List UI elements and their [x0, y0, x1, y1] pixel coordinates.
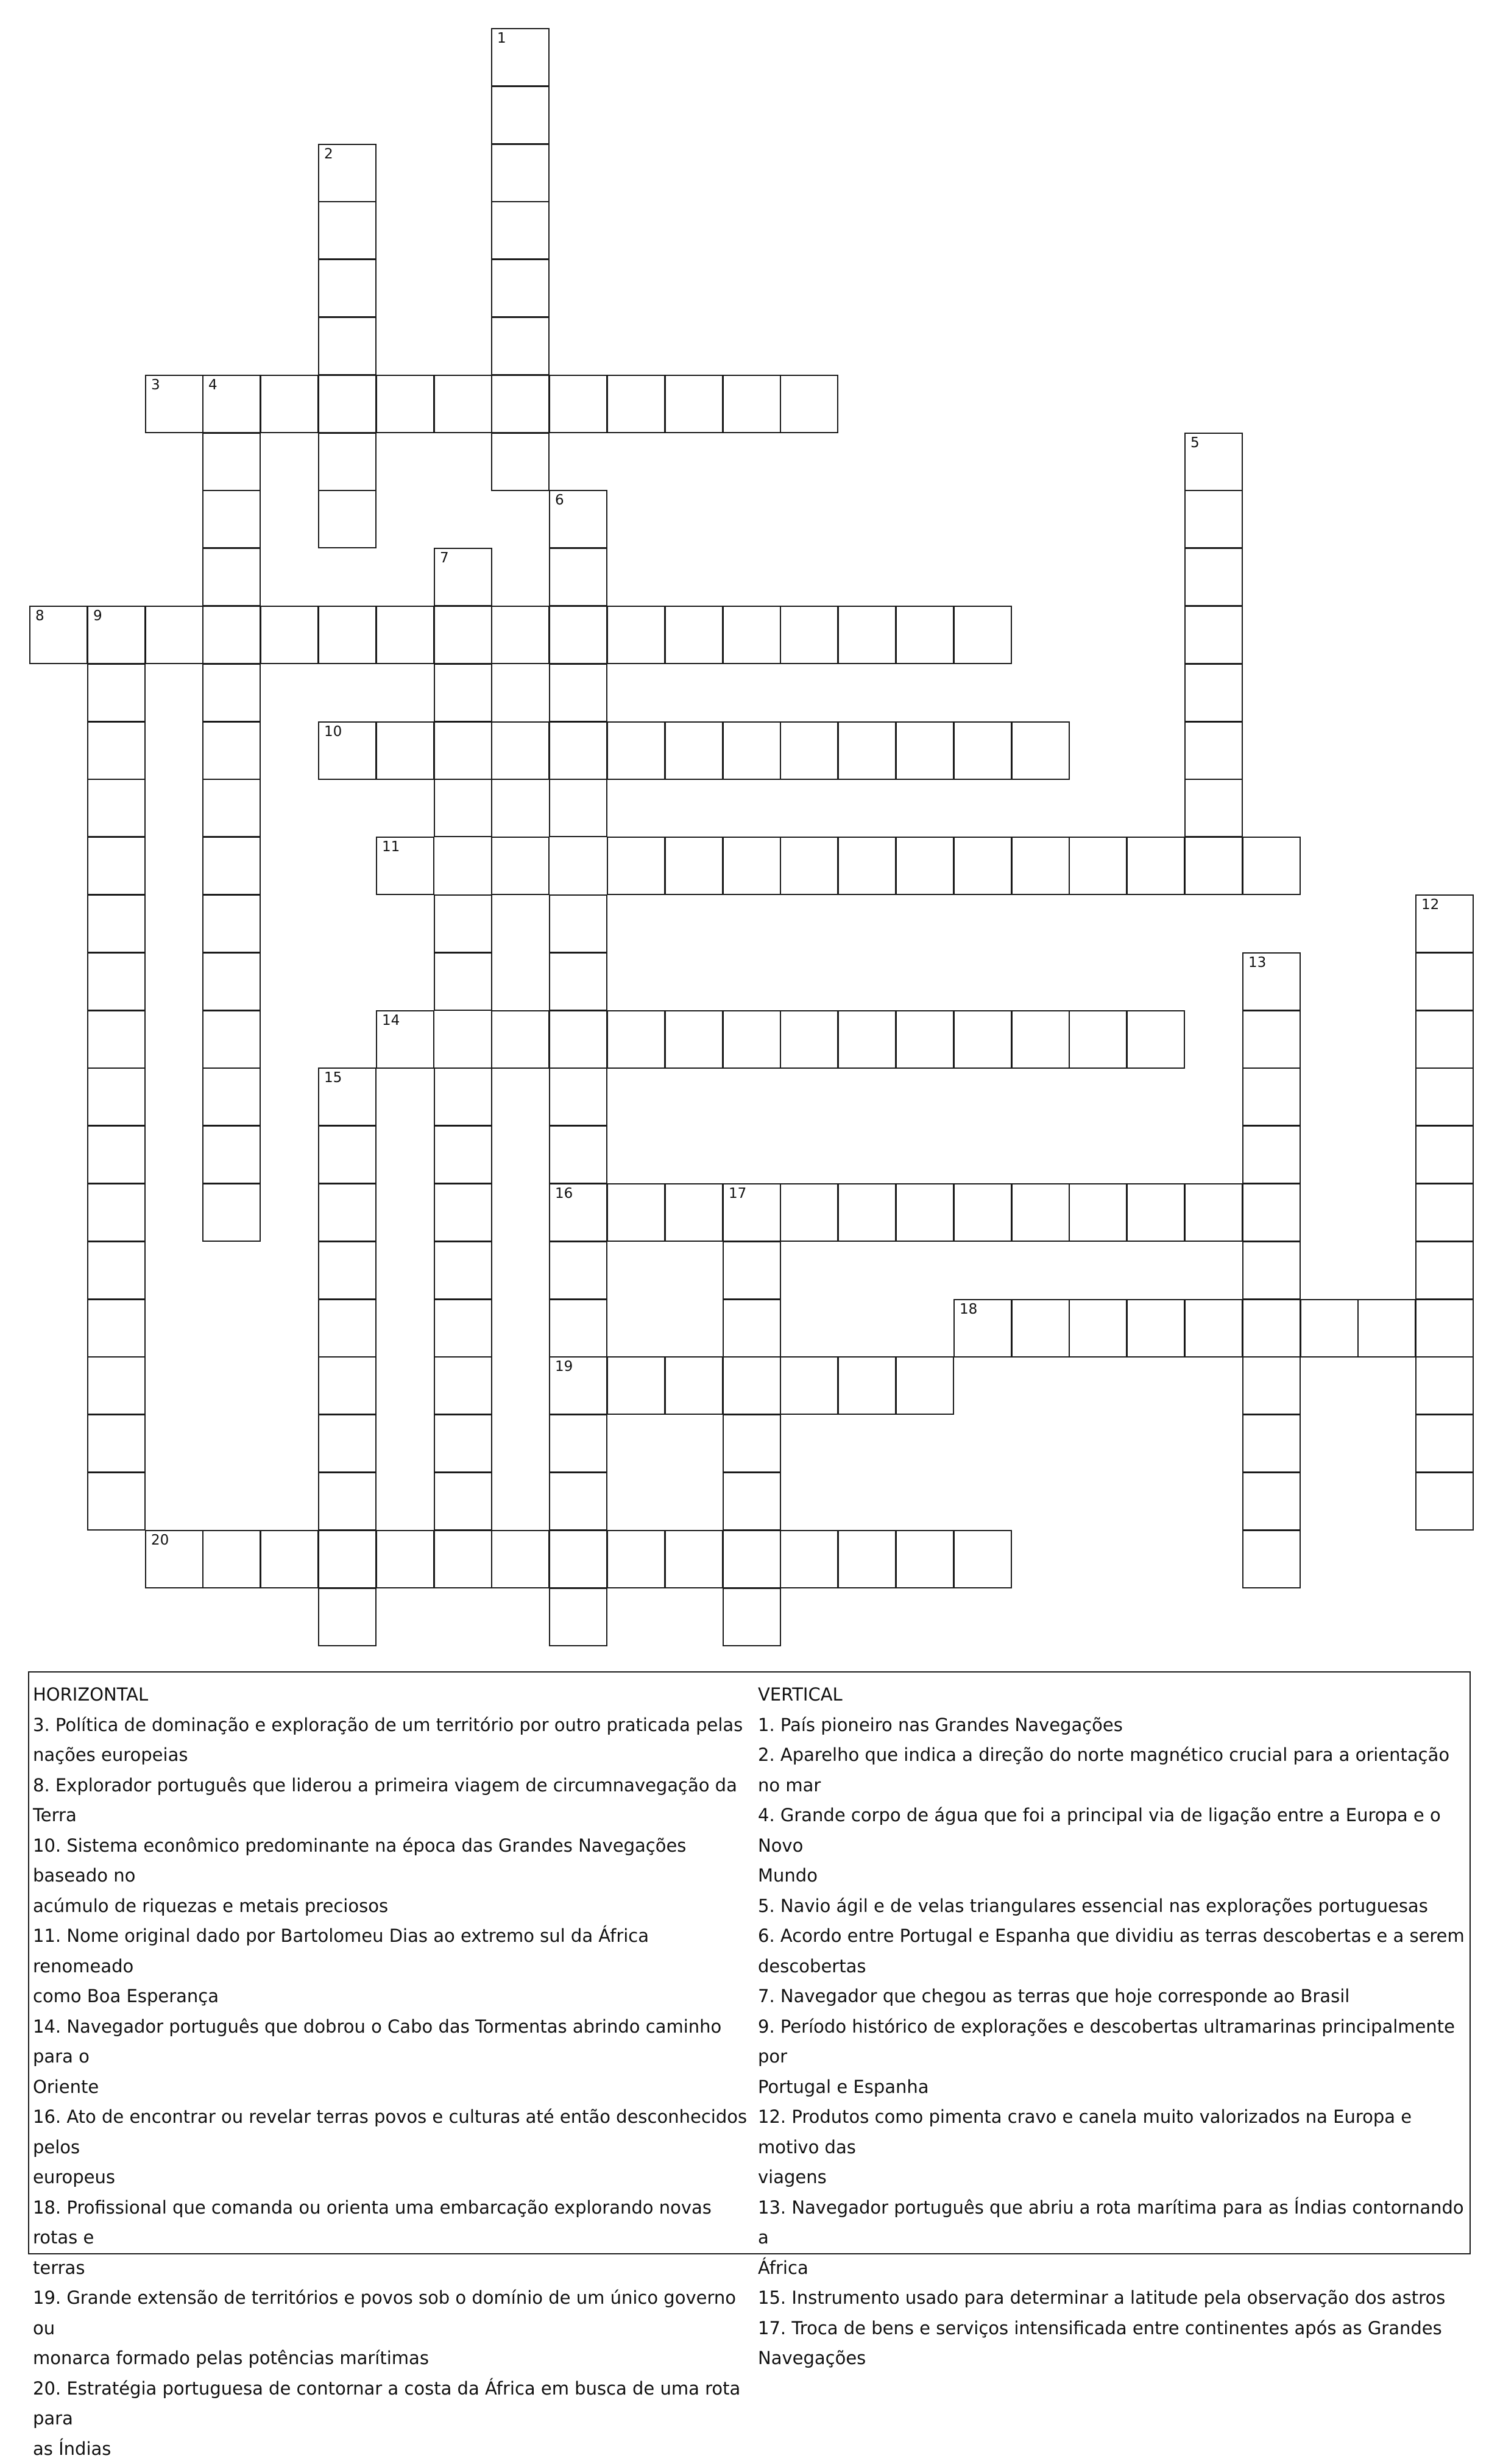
grid-cell[interactable]	[145, 375, 203, 433]
vertical-heading: VERTICAL	[758, 1680, 1468, 1710]
clue-line: 7. Navegador que chegou as terras que hoje corresponde ao Brasil	[758, 1981, 1468, 2012]
grid-cell[interactable]	[665, 721, 723, 780]
grid-cell[interactable]	[1184, 1183, 1243, 1242]
clue-number: 14	[382, 1014, 400, 1028]
horizontal-heading: HORIZONTAL	[33, 1680, 753, 1710]
grid-cell[interactable]	[1242, 1183, 1301, 1242]
clue-line: 10. Sistema econômico predominante na época das Grandes Navegações baseado no	[33, 1831, 753, 1891]
clue-line: como Boa Esperança	[33, 1981, 753, 2012]
grid-cell[interactable]	[491, 721, 550, 780]
clue-number: 20	[151, 1534, 169, 1548]
grid-cell[interactable]	[318, 259, 377, 317]
grid-cell[interactable]	[953, 606, 1012, 664]
grid-cell[interactable]	[87, 721, 146, 780]
clue-line: monarca formado pelas potências marítimas	[33, 2343, 753, 2374]
grid-cell[interactable]	[549, 779, 607, 837]
grid-cell[interactable]	[838, 1010, 896, 1069]
grid-cell[interactable]	[607, 837, 665, 895]
grid-cell[interactable]	[723, 375, 781, 433]
grid-cell[interactable]	[318, 1299, 377, 1358]
clue-line: Oriente	[33, 2072, 753, 2103]
grid-cell[interactable]	[1126, 1299, 1185, 1358]
grid-cell[interactable]	[549, 490, 607, 548]
grid-cell[interactable]	[202, 433, 261, 491]
grid-cell[interactable]	[780, 721, 838, 780]
grid-cell[interactable]	[1242, 1472, 1301, 1531]
grid-cell[interactable]	[549, 548, 607, 606]
grid-cell[interactable]	[1242, 1241, 1301, 1300]
grid-cell[interactable]	[723, 1530, 781, 1588]
grid-cell[interactable]	[1069, 1299, 1127, 1358]
grid-cell[interactable]	[318, 1067, 377, 1126]
clue-number: 9	[93, 609, 102, 623]
grid-cell[interactable]	[896, 1183, 954, 1242]
grid-cell[interactable]	[549, 664, 607, 722]
grid-cell[interactable]	[1415, 1183, 1474, 1242]
grid-cell[interactable]	[434, 1530, 492, 1588]
grid-cell[interactable]	[1184, 606, 1243, 664]
grid-cell[interactable]	[549, 1183, 607, 1242]
grid-cell[interactable]	[838, 837, 896, 895]
grid-cell[interactable]	[434, 1067, 492, 1126]
clue-line: 15. Instrumento usado para determinar a latitude pela observação dos astros	[758, 2283, 1468, 2314]
grid-cell[interactable]	[723, 1010, 781, 1069]
grid-cell[interactable]	[549, 1010, 607, 1069]
grid-cell[interactable]	[202, 779, 261, 837]
clue-number: 16	[555, 1187, 573, 1201]
grid-cell[interactable]	[723, 1356, 781, 1415]
grid-cell[interactable]	[1415, 1472, 1474, 1531]
clue-number: 1	[497, 32, 506, 46]
clue-line: 11. Nome original dado por Bartolomeu Dias ao extremo sul da África renomeado	[33, 1921, 753, 1981]
grid-cell[interactable]	[1242, 1125, 1301, 1184]
grid-cell[interactable]	[202, 1010, 261, 1069]
grid-cell[interactable]	[953, 721, 1012, 780]
grid-cell[interactable]	[491, 201, 550, 260]
grid-cell[interactable]	[202, 1183, 261, 1242]
grid-cell[interactable]	[87, 1414, 146, 1473]
clue-line: 9. Período histórico de explorações e descobertas ultramarinas principalmente por	[758, 2012, 1468, 2072]
grid-cell[interactable]	[1242, 837, 1301, 895]
grid-cell[interactable]	[87, 1241, 146, 1300]
grid-cell[interactable]	[434, 664, 492, 722]
grid-cell[interactable]	[549, 1241, 607, 1300]
grid-cell[interactable]	[1011, 1183, 1070, 1242]
grid-cell[interactable]	[318, 1414, 377, 1473]
grid-cell[interactable]	[202, 1125, 261, 1184]
grid-cell[interactable]	[780, 375, 838, 433]
clue-number: 2	[324, 147, 333, 161]
grid-cell[interactable]	[1242, 1299, 1301, 1358]
clue-number: 13	[1248, 956, 1266, 970]
grid-cell[interactable]	[87, 1472, 146, 1531]
grid-cell[interactable]	[202, 837, 261, 895]
grid-cell[interactable]	[1184, 433, 1243, 491]
grid-cell[interactable]	[434, 952, 492, 1011]
grid-cell[interactable]	[87, 837, 146, 895]
grid-cell[interactable]	[549, 721, 607, 780]
grid-cell[interactable]	[1357, 1299, 1416, 1358]
grid-cell[interactable]	[1242, 1414, 1301, 1473]
clue-line: descobertas	[758, 1952, 1468, 1982]
grid-cell[interactable]	[1415, 894, 1474, 953]
grid-cell[interactable]	[491, 1530, 550, 1588]
clue-line: 1. País pioneiro nas Grandes Navegações	[758, 1710, 1468, 1741]
clue-line: 6. Acordo entre Portugal e Espanha que dividiu as terras descobertas e a serem	[758, 1921, 1468, 1952]
grid-cell[interactable]	[607, 1010, 665, 1069]
grid-cell[interactable]	[665, 837, 723, 895]
grid-cell[interactable]	[1126, 1010, 1185, 1069]
grid-cell[interactable]	[87, 664, 146, 722]
grid-cell[interactable]	[434, 1183, 492, 1242]
clue-number: 10	[324, 725, 342, 739]
grid-cell[interactable]	[1069, 1183, 1127, 1242]
clue-line: as Índias	[33, 2434, 753, 2464]
grid-cell[interactable]	[29, 606, 88, 664]
grid-cell[interactable]	[491, 144, 550, 202]
grid-cell[interactable]	[1415, 1299, 1474, 1358]
grid-cell[interactable]	[896, 1010, 954, 1069]
grid-cell[interactable]	[318, 1588, 377, 1646]
clues-box	[28, 1671, 1471, 2254]
grid-cell[interactable]	[87, 952, 146, 1011]
grid-cell[interactable]	[549, 1125, 607, 1184]
grid-cell[interactable]	[202, 1067, 261, 1126]
grid-cell[interactable]	[376, 837, 434, 895]
grid-cell[interactable]	[87, 1356, 146, 1415]
grid-cell[interactable]	[953, 837, 1012, 895]
grid-cell[interactable]	[549, 1414, 607, 1473]
grid-cell[interactable]	[434, 1472, 492, 1531]
grid-cell[interactable]	[202, 952, 261, 1011]
grid-cell[interactable]	[1011, 1010, 1070, 1069]
grid-cell[interactable]	[376, 721, 434, 780]
grid-cell[interactable]	[491, 259, 550, 317]
clue-line: nações europeias	[33, 1740, 753, 1771]
grid-cell[interactable]	[1069, 1010, 1127, 1069]
grid-cell[interactable]	[723, 1472, 781, 1531]
grid-cell[interactable]	[953, 1183, 1012, 1242]
grid-cell[interactable]	[549, 606, 607, 664]
grid-cell[interactable]	[1415, 952, 1474, 1011]
grid-cell[interactable]	[1184, 664, 1243, 722]
grid-cell[interactable]	[491, 606, 550, 664]
clue-line: 13. Navegador português que abriu a rota marítima para as Índias contornando a	[758, 2193, 1468, 2253]
grid-cell[interactable]	[318, 1472, 377, 1531]
grid-cell[interactable]	[665, 1356, 723, 1415]
grid-cell[interactable]	[607, 606, 665, 664]
grid-cell[interactable]	[491, 837, 550, 895]
grid-cell[interactable]	[318, 144, 377, 202]
grid-cell[interactable]	[1242, 1010, 1301, 1069]
grid-cell[interactable]	[838, 1530, 896, 1588]
grid-cell[interactable]	[318, 201, 377, 260]
grid-cell[interactable]	[838, 1183, 896, 1242]
grid-cell[interactable]	[87, 894, 146, 953]
grid-cell[interactable]	[376, 606, 434, 664]
grid-cell[interactable]	[318, 433, 377, 491]
grid-cell[interactable]	[780, 1010, 838, 1069]
grid-cell[interactable]	[1415, 1125, 1474, 1184]
grid-cell[interactable]	[723, 721, 781, 780]
grid-cell[interactable]	[87, 606, 146, 664]
grid-cell[interactable]	[434, 1125, 492, 1184]
grid-cell[interactable]	[491, 86, 550, 144]
grid-cell[interactable]	[434, 606, 492, 664]
grid-cell[interactable]	[145, 606, 203, 664]
clue-line: terras	[33, 2253, 753, 2284]
clue-line: Portugal e Espanha	[758, 2072, 1468, 2103]
grid-cell[interactable]	[723, 1241, 781, 1300]
grid-cell[interactable]	[434, 1356, 492, 1415]
clue-number: 15	[324, 1071, 342, 1085]
clue-number: 11	[382, 840, 400, 854]
grid-cell[interactable]	[1011, 837, 1070, 895]
grid-cell[interactable]	[549, 894, 607, 953]
grid-cell[interactable]	[434, 1414, 492, 1473]
grid-cell[interactable]	[87, 1010, 146, 1069]
grid-cell[interactable]	[434, 779, 492, 837]
clue-line: 2. Aparelho que indica a direção do norte magnético crucial para a orientação no mar	[758, 1740, 1468, 1800]
clue-line: viagens	[758, 2162, 1468, 2193]
grid-cell[interactable]	[434, 1241, 492, 1300]
grid-cell[interactable]	[202, 375, 261, 433]
clue-line: 4. Grande corpo de água que foi a principal via de ligação entre a Europa e o Novo	[758, 1800, 1468, 1861]
grid-cell[interactable]	[376, 1530, 434, 1588]
clue-line: Mundo	[758, 1861, 1468, 1891]
clue-number: 5	[1190, 436, 1200, 450]
clue-line: 16. Ato de encontrar ou revelar terras povos e culturas até então desconhecidos pelos	[33, 2102, 753, 2162]
grid-cell[interactable]	[1126, 1183, 1185, 1242]
grid-cell[interactable]	[549, 952, 607, 1011]
grid-cell[interactable]	[723, 1183, 781, 1242]
clue-number: 17	[729, 1187, 746, 1201]
grid-cell[interactable]	[318, 1356, 377, 1415]
grid-cell[interactable]	[1242, 1067, 1301, 1126]
grid-cell[interactable]	[1242, 1530, 1301, 1588]
grid-cell[interactable]	[723, 1414, 781, 1473]
grid-cell[interactable]	[434, 375, 492, 433]
grid-cell[interactable]	[780, 606, 838, 664]
grid-cell[interactable]	[896, 721, 954, 780]
grid-cell[interactable]	[491, 375, 550, 433]
grid-cell[interactable]	[434, 894, 492, 953]
grid-cell[interactable]	[1415, 1414, 1474, 1473]
clue-number: 18	[960, 1303, 977, 1317]
grid-cell[interactable]	[434, 721, 492, 780]
grid-cell[interactable]	[607, 1183, 665, 1242]
clue-line: 20. Estratégia portuguesa de contornar a costa da África em busca de uma rota para	[33, 2374, 753, 2434]
grid-cell[interactable]	[549, 1067, 607, 1126]
grid-cell[interactable]	[607, 721, 665, 780]
grid-cell[interactable]	[665, 1530, 723, 1588]
grid-cell[interactable]	[780, 837, 838, 895]
grid-cell[interactable]	[145, 1530, 203, 1588]
grid-cell[interactable]	[838, 1356, 896, 1415]
grid-cell[interactable]	[723, 606, 781, 664]
grid-cell[interactable]	[491, 1010, 550, 1069]
grid-cell[interactable]	[1011, 1299, 1070, 1358]
grid-cell[interactable]	[87, 1125, 146, 1184]
grid-cell[interactable]	[202, 606, 261, 664]
grid-cell[interactable]	[318, 721, 377, 780]
grid-cell[interactable]	[87, 779, 146, 837]
clue-line: acúmulo de riquezas e metais preciosos	[33, 1891, 753, 1922]
grid-cell[interactable]	[202, 894, 261, 953]
grid-cell[interactable]	[723, 837, 781, 895]
grid-cell[interactable]	[1300, 1299, 1359, 1358]
clue-line: 8. Explorador português que liderou a primeira viagem de circumnavegação da Terra	[33, 1771, 753, 1831]
grid-cell[interactable]	[491, 28, 550, 87]
grid-cell[interactable]	[1415, 1241, 1474, 1300]
grid-cell[interactable]	[202, 1530, 261, 1588]
vertical-clues	[758, 1680, 1468, 2374]
clue-line: europeus	[33, 2162, 753, 2193]
grid-cell[interactable]	[434, 548, 492, 606]
clue-line: 18. Profissional que comanda ou orienta uma embarcação explorando novas rotas e	[33, 2193, 753, 2253]
clue-line: 19. Grande extensão de territórios e povos sob o domínio de um único governo ou	[33, 2283, 753, 2343]
grid-cell[interactable]	[491, 433, 550, 491]
grid-cell[interactable]	[87, 1299, 146, 1358]
grid-cell[interactable]	[1184, 837, 1243, 895]
grid-cell[interactable]	[318, 1125, 377, 1184]
grid-cell[interactable]	[1126, 837, 1185, 895]
grid-cell[interactable]	[1415, 1067, 1474, 1126]
grid-cell[interactable]	[838, 721, 896, 780]
grid-cell[interactable]	[896, 1356, 954, 1415]
grid-cell[interactable]	[260, 375, 319, 433]
grid-cell[interactable]	[780, 1356, 838, 1415]
grid-cell[interactable]	[318, 1183, 377, 1242]
clue-line: 3. Política de dominação e exploração de um território por outro praticada pelas	[33, 1710, 753, 1741]
grid-cell[interactable]	[1184, 1299, 1243, 1358]
clue-number: 6	[555, 494, 564, 508]
grid-cell[interactable]	[665, 1183, 723, 1242]
grid-cell[interactable]	[665, 1010, 723, 1069]
grid-cell[interactable]	[896, 1530, 954, 1588]
grid-cell[interactable]	[549, 1299, 607, 1358]
grid-cell[interactable]	[260, 606, 319, 664]
grid-cell[interactable]	[665, 375, 723, 433]
grid-cell[interactable]	[87, 1067, 146, 1126]
grid-cell[interactable]	[376, 1010, 434, 1069]
grid-cell[interactable]	[202, 490, 261, 548]
grid-cell[interactable]	[260, 1530, 319, 1588]
grid-cell[interactable]	[318, 490, 377, 548]
grid-cell[interactable]	[780, 1530, 838, 1588]
clue-number: 8	[35, 609, 44, 623]
grid-cell[interactable]	[896, 837, 954, 895]
horizontal-clues	[33, 1680, 753, 2464]
grid-cell[interactable]	[1069, 837, 1127, 895]
grid-cell[interactable]	[318, 375, 377, 433]
grid-cell[interactable]	[1415, 1010, 1474, 1069]
grid-cell[interactable]	[549, 1472, 607, 1531]
clue-line: 17. Troca de bens e serviços intensificada entre continentes após as Grandes	[758, 2314, 1468, 2344]
grid-cell[interactable]	[665, 606, 723, 664]
grid-cell[interactable]	[318, 606, 377, 664]
grid-cell[interactable]	[607, 1356, 665, 1415]
grid-cell[interactable]	[549, 1356, 607, 1415]
clue-line: Navegações	[758, 2343, 1468, 2374]
clue-number: 4	[208, 378, 218, 392]
clue-line: África	[758, 2253, 1468, 2284]
grid-cell[interactable]	[434, 1299, 492, 1358]
clue-line: 14. Navegador português que dobrou o Cabo das Tormentas abrindo caminho para o	[33, 2012, 753, 2072]
grid-cell[interactable]	[1184, 548, 1243, 606]
grid-cell[interactable]	[953, 1010, 1012, 1069]
grid-cell[interactable]	[607, 1530, 665, 1588]
clue-line: 5. Navio ágil e de velas triangulares essencial nas explorações portuguesas	[758, 1891, 1468, 1922]
grid-cell[interactable]	[491, 317, 550, 375]
grid-cell[interactable]	[318, 1530, 377, 1588]
grid-cell[interactable]	[1242, 952, 1301, 1011]
grid-cell[interactable]	[838, 606, 896, 664]
grid-cell[interactable]	[953, 1530, 1012, 1588]
grid-cell[interactable]	[723, 1588, 781, 1646]
grid-cell[interactable]	[953, 1299, 1012, 1358]
grid-cell[interactable]	[1242, 1356, 1301, 1415]
grid-cell[interactable]	[780, 1183, 838, 1242]
grid-cell[interactable]	[202, 721, 261, 780]
grid-cell[interactable]	[607, 375, 665, 433]
grid-cell[interactable]	[1011, 721, 1070, 780]
grid-cell[interactable]	[376, 375, 434, 433]
grid-cell[interactable]	[1184, 490, 1243, 548]
clue-number: 12	[1421, 898, 1439, 912]
grid-cell[interactable]	[1184, 721, 1243, 780]
grid-cell[interactable]	[549, 1530, 607, 1588]
grid-cell[interactable]	[1415, 1356, 1474, 1415]
grid-cell[interactable]	[1184, 779, 1243, 837]
clue-number: 19	[555, 1360, 573, 1374]
clue-line: 12. Produtos como pimenta cravo e canela muito valorizados na Europa e motivo das	[758, 2102, 1468, 2162]
grid-cell[interactable]	[318, 317, 377, 375]
grid-cell[interactable]	[202, 548, 261, 606]
grid-cell[interactable]	[896, 606, 954, 664]
grid-cell[interactable]	[549, 1588, 607, 1646]
grid-cell[interactable]	[87, 1183, 146, 1242]
grid-cell[interactable]	[549, 375, 607, 433]
grid-cell[interactable]	[723, 1299, 781, 1358]
grid-cell[interactable]	[202, 664, 261, 722]
clue-number: 3	[151, 378, 160, 392]
grid-cell[interactable]	[318, 1241, 377, 1300]
clue-number: 7	[440, 551, 449, 565]
